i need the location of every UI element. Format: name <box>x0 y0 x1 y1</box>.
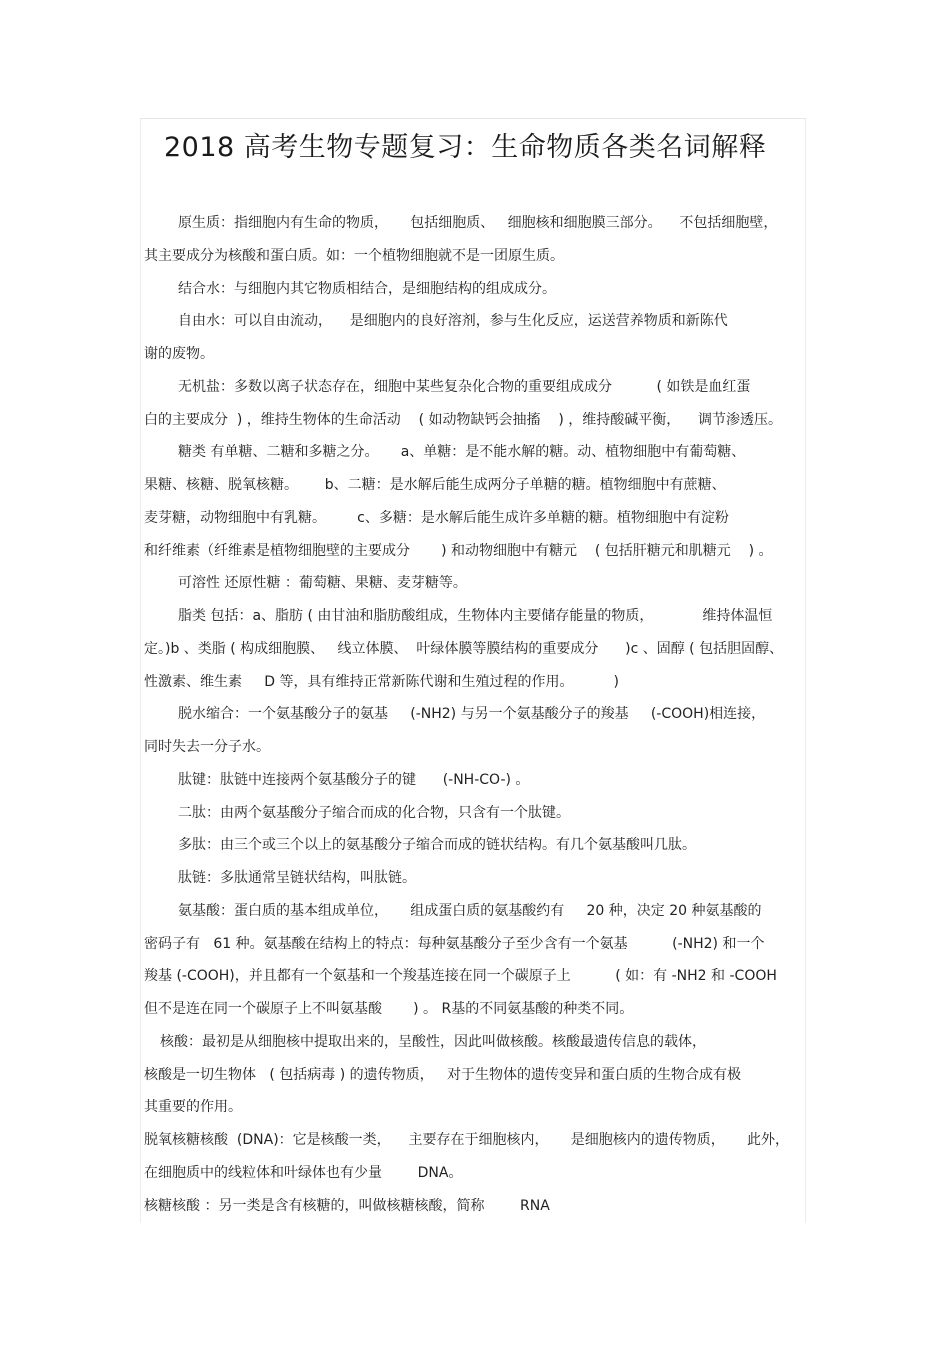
document-title: 2018 高考生物专题复习：生命物质各类名词解释 <box>164 132 767 163</box>
text-line: 但不是连在同一个碳原子上不叫氨基酸 ) 。 R基的不同氨基酸的种类不同。 <box>144 1001 634 1017</box>
text-line: 谢的废物。 <box>144 346 214 362</box>
text-line: 氨基酸：蛋白质的基本组成单位， 组成蛋白质的氨基酸约有 20 种，决定 20 种氨基酸的 <box>178 902 762 919</box>
text-line: 脂类 包括：a、脂肪 ( 由甘油和脂肪酸组成，生物体内主要储存能量的物质， 维持体温恒 <box>178 608 773 624</box>
text-line: 密码子有 61 种。氨基酸在结构上的特点：每种氨基酸分子至少含有一个氨基 (-NH2) 和一个 <box>144 935 765 952</box>
text-line: 核糖核酸 ：另一类是含有核糖的，叫做核糖核酸，简称 RNA <box>144 1197 550 1214</box>
text-line: 核酸：最初是从细胞核中提取出来的，呈酸性，因此叫做核酸。核酸最遗传信息的载体， <box>160 1033 706 1050</box>
text-line: 脱氧核糖核酸 (DNA)：它是核酸一类， 主要存在于细胞核内， 是细胞核内的遗传物质， 此外， <box>144 1132 789 1148</box>
text-line: 果糖、核糖、脱氧核糖。 b、二糖：是水解后能生成两分子单糖的糖。植物细胞中有蔗糖、 <box>144 477 726 493</box>
text-line: 性激素、维生素 D 等，具有维持正常新陈代谢和生殖过程的作用。 ) <box>144 673 619 690</box>
text-line: 原生质：指细胞内有生命的物质， 包括细胞质、 细胞核和细胞膜三部分。 不包括细胞壁， <box>178 215 778 231</box>
text-line: 羧基 (-COOH)，并且都有一个氨基和一个羧基连接在同一个碳原子上 ( 如：有 -NH2 和 -COOH <box>144 968 777 985</box>
text-line: 二肽：由两个氨基酸分子缩合而成的化合物，只含有一个肽键。 <box>178 804 570 821</box>
text-line: 麦芽糖，动物细胞中有乳糖。 c、多糖：是水解后能生成许多单糖的糖。植物细胞中有淀粉 <box>144 509 729 526</box>
text-line: 可溶性 还原性糖 ：葡萄糖、果糖、麦芽糖等。 <box>178 575 467 592</box>
text-line: 在细胞质中的线粒体和叶绿体也有少量 DNA。 <box>144 1164 463 1181</box>
text-line: 糖类 有单糖、二糖和多糖之分。 a、单糖：是不能水解的糖。动、植物细胞中有葡萄糖、 <box>178 444 746 461</box>
text-line: 自由水：可以自由流动， 是细胞内的良好溶剂，参与生化反应，运送营养物质和新陈代 <box>178 313 728 330</box>
text-line: 脱水缩合：一个氨基酸分子的氨基 (-NH2) 与另一个氨基酸分子的羧基 (-COOH)相连接， <box>178 706 766 723</box>
text-line: 白的主要成分 ) ，维持生物体的生命活动 ( 如动物缺钙会抽搐 ) ，维持酸碱平衡， 调节渗透压。 <box>144 411 783 428</box>
text-line: 和纤维素（纤维素是植物细胞壁的主要成分 ) 和动物细胞中有糖元 ( 包括肝糖元和肌糖元 ) 。 <box>144 542 773 559</box>
text-line: 结合水：与细胞内其它物质相结合，是细胞结构的组成成分。 <box>178 280 556 297</box>
text-line: 定。)b 、类脂 ( 构成细胞膜、 线立体膜、 叶绿体膜等膜结构的重要成分 )c 、固醇 ( 包括胆固醇、 <box>144 640 784 657</box>
text-line: 其主要成分为核酸和蛋白质。如：一个植物细胞就不是一团原生质。 <box>144 247 564 264</box>
text-line: 其重要的作用。 <box>144 1099 242 1116</box>
text-line: 同时失去一分子水。 <box>144 739 270 755</box>
text-line: 肽链：多肽通常呈链状结构，叫肽链。 <box>178 870 416 886</box>
document-body <box>144 207 824 1222</box>
text-line: 核酸是一切生物体 ( 包括病毒 ) 的遗传物质， 对于生物体的遗传变异和蛋白质的生物合成有极 <box>144 1066 741 1083</box>
text-line: 多肽：由三个或三个以上的氨基酸分子缩合而成的链状结构。有几个氨基酸叫几肽。 <box>178 837 696 854</box>
text-line: 无机盐：多数以离子状态存在，细胞中某些复杂化合物的重要组成成分 ( 如铁是血红蛋 <box>178 378 751 395</box>
text-line: 肽键：肽链中连接两个氨基酸分子的键 (-NH-CO-) 。 <box>178 771 530 788</box>
